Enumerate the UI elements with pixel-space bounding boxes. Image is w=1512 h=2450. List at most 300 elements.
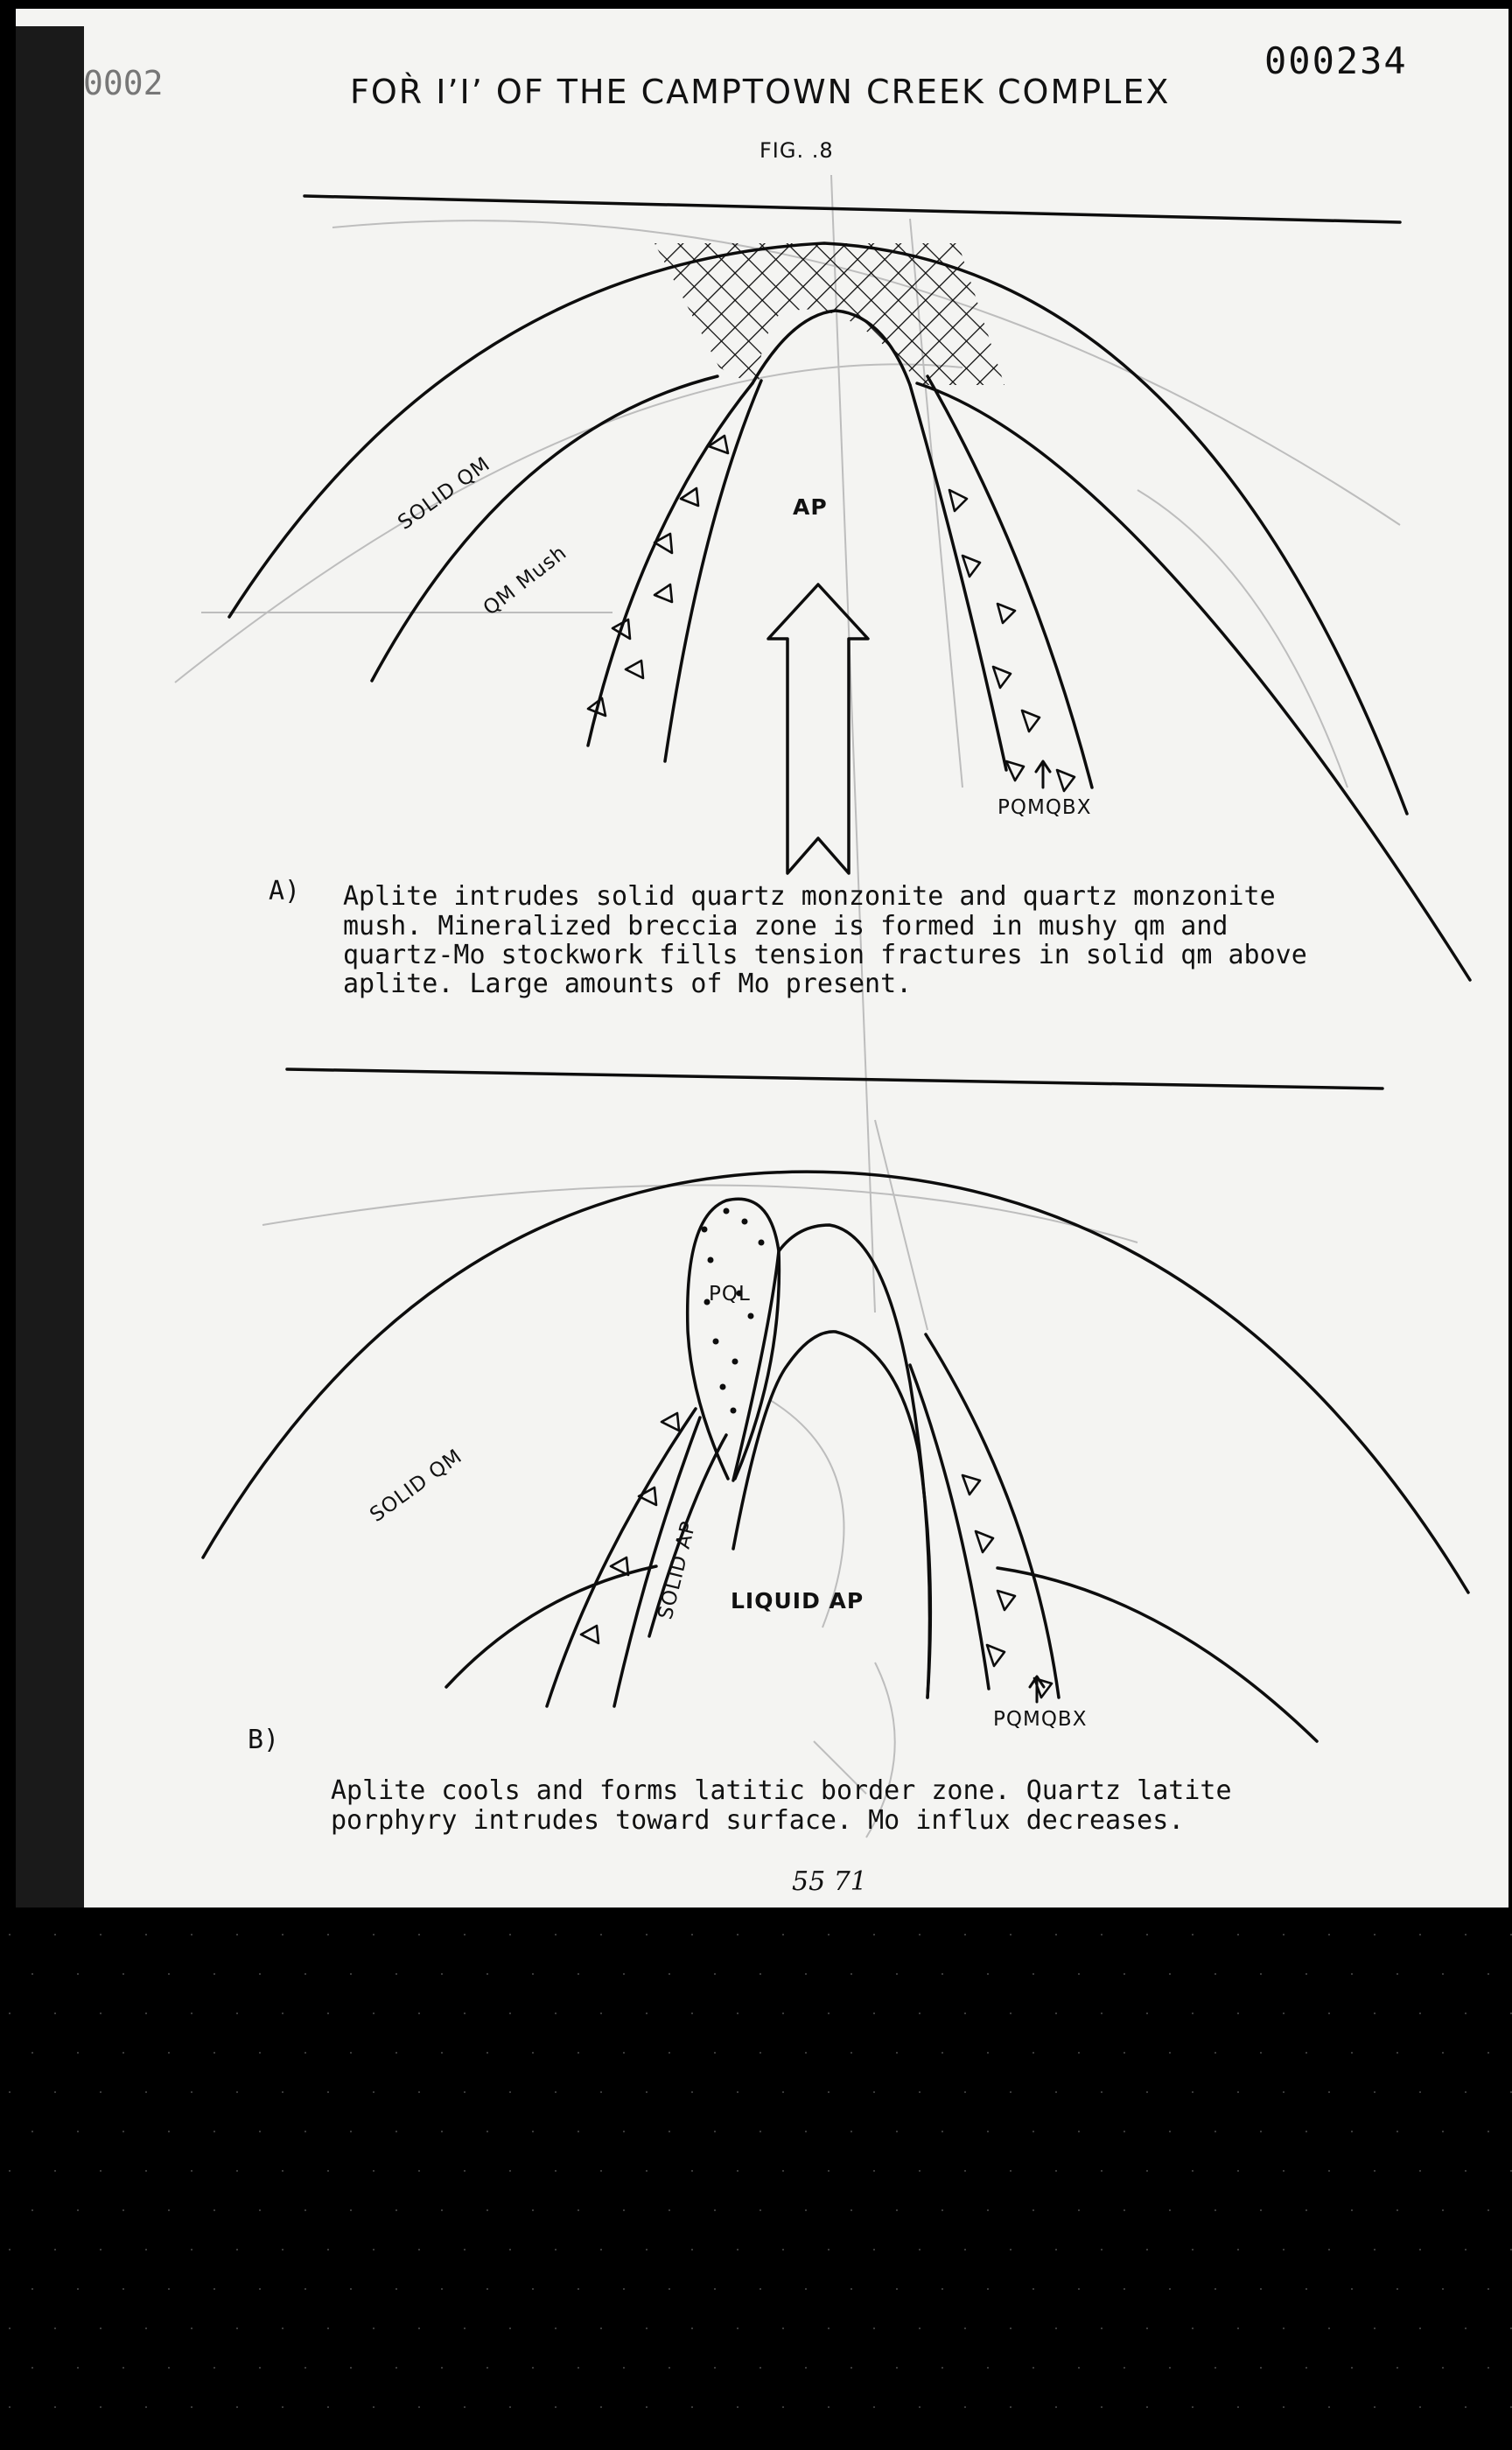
noise-speck [1214, 1973, 1216, 1975]
noise-speck [145, 2249, 147, 2250]
noise-speck [555, 2249, 556, 2250]
noise-speck [1101, 2406, 1102, 2408]
noise-speck [1328, 1934, 1330, 1936]
noise-speck [32, 1973, 33, 1975]
noise-speck [1465, 2249, 1466, 2250]
noise-speck [54, 1934, 56, 1936]
noise-speck [259, 2288, 261, 2290]
noise-speck [486, 2288, 488, 2290]
noise-speck [1260, 2288, 1262, 2290]
noise-speck [464, 2091, 466, 2093]
noise-speck [1124, 2288, 1125, 2290]
breccia-band-left-outer [588, 383, 752, 746]
noise-speck [919, 1934, 920, 1936]
noise-speck [1124, 2052, 1125, 2054]
noise-speck [259, 1973, 261, 1975]
noise-speck [668, 2288, 670, 2290]
noise-speck [691, 2249, 693, 2250]
noise-speck [1283, 2328, 1284, 2329]
noise-speck [373, 2406, 374, 2408]
noise-speck [441, 2052, 443, 2054]
noise-speck [32, 2052, 33, 2054]
noise-speck [1488, 2209, 1489, 2211]
noise-speck [396, 2052, 397, 2054]
lower-boundary-left [446, 1566, 656, 1687]
solid-qm-boundary-b [203, 1172, 1468, 1592]
page-number: 000234 [1264, 39, 1408, 82]
noise-speck [873, 1934, 875, 1936]
noise-speck [600, 2091, 602, 2093]
noise-speck [964, 2406, 966, 2408]
noise-speck [942, 2288, 943, 2290]
noise-speck [1146, 2328, 1148, 2329]
noise-speck [578, 2131, 579, 2132]
noise-speck [1442, 2367, 1444, 2369]
noise-speck [441, 2367, 443, 2369]
label-ap: AP [793, 494, 828, 520]
noise-speck [282, 2012, 284, 2014]
noise-speck [259, 2131, 261, 2132]
noise-speck [1396, 1973, 1398, 1975]
noise-speck [9, 2170, 10, 2172]
noise-speck [714, 2209, 716, 2211]
noise-speck [919, 2406, 920, 2408]
noise-speck [1101, 2328, 1102, 2329]
noise-speck [532, 2288, 534, 2290]
noise-speck [623, 2367, 625, 2369]
noise-speck [77, 2209, 79, 2211]
noise-speck [737, 2012, 738, 2014]
noise-speck [668, 2131, 670, 2132]
noise-speck [1010, 1934, 1012, 1936]
noise-speck [1237, 2170, 1239, 2172]
noise-speck [350, 2367, 352, 2369]
noise-speck [509, 2091, 511, 2093]
noise-speck [873, 2328, 875, 2329]
noise-speck [1169, 2052, 1171, 2054]
noise-speck [1465, 2091, 1466, 2093]
noise-speck [1442, 1973, 1444, 1975]
noise-speck [77, 2131, 79, 2132]
noise-speck [987, 2288, 989, 2290]
noise-speck [1010, 2170, 1012, 2172]
breccia-fragments-right-b [962, 1475, 1052, 1698]
noise-speck [646, 2091, 648, 2093]
label-qm-mush: QM Mush [479, 541, 571, 620]
noise-speck [304, 2209, 306, 2211]
noise-speck [486, 2131, 488, 2132]
noise-speck [964, 2249, 966, 2250]
noise-speck [737, 1934, 738, 1936]
noise-speck [327, 2091, 329, 2093]
noise-speck [1419, 1934, 1421, 1936]
noise-speck [350, 2131, 352, 2132]
noise-speck [646, 2328, 648, 2329]
panel-b-surface-line [287, 1069, 1382, 1088]
noise-speck [623, 2209, 625, 2211]
noise-speck [54, 2170, 56, 2172]
noise-speck [418, 2406, 420, 2408]
noise-speck [623, 2131, 625, 2132]
noise-speck [464, 1934, 466, 1936]
noise-speck [214, 2288, 215, 2290]
panel-a-caption-line: mush. Mineralized breccia zone is formed in mushy qm and [343, 911, 1228, 942]
noise-speck [1374, 2249, 1376, 2250]
noise-speck [1078, 1973, 1080, 1975]
noise-speck [1237, 2328, 1239, 2329]
label-pqmqbx: PQMQBX [998, 796, 1092, 819]
noise-speck [191, 2091, 192, 2093]
noise-speck [327, 2328, 329, 2329]
noise-speck [760, 1973, 761, 1975]
noise-speck [441, 2209, 443, 2211]
pqmqbx-pointer [1036, 761, 1050, 788]
noise-speck [737, 2328, 738, 2329]
noise-speck [77, 2367, 79, 2369]
noise-speck [737, 2249, 738, 2250]
noise-speck [1101, 1934, 1102, 1936]
noise-speck [282, 2091, 284, 2093]
noise-speck [9, 2249, 10, 2250]
noise-speck [714, 2131, 716, 2132]
noise-speck [828, 2091, 830, 2093]
noise-speck [486, 1973, 488, 1975]
noise-speck [1488, 2367, 1489, 2369]
noise-speck [1283, 2091, 1284, 2093]
noise-speck [373, 2091, 374, 2093]
noise-speck [77, 2052, 79, 2054]
noise-speck [259, 2367, 261, 2369]
liquid-ap-outline [733, 1332, 930, 1698]
noise-speck [1055, 2249, 1057, 2250]
noise-speck [441, 2288, 443, 2290]
noise-speck [646, 2406, 648, 2408]
noise-speck [1078, 2288, 1080, 2290]
noise-speck [668, 1973, 670, 1975]
noise-speck [100, 2012, 102, 2014]
noise-speck [964, 2091, 966, 2093]
noise-speck [578, 1973, 579, 1975]
noise-speck [1032, 2131, 1034, 2132]
noise-speck [168, 2131, 170, 2132]
label-solid-ap: SOLID AP [654, 1518, 701, 1622]
noise-speck [418, 2091, 420, 2093]
noise-speck [214, 2052, 215, 2054]
noise-speck [578, 2052, 579, 2054]
panel-a-caption-line: Aplite intrudes solid quartz monzonite and quartz monzonite [343, 881, 1276, 912]
noise-speck [396, 2209, 397, 2211]
noise-speck [760, 2367, 761, 2369]
noise-speck [555, 1934, 556, 1936]
noise-speck [1488, 2288, 1489, 2290]
noise-speck [1237, 2012, 1239, 2014]
noise-speck [828, 2012, 830, 2014]
noise-speck [668, 2052, 670, 2054]
noise-speck [418, 1934, 420, 1936]
noise-speck [1306, 1973, 1307, 1975]
noise-speck [646, 2012, 648, 2014]
noise-speck [1351, 1973, 1353, 1975]
scan-background-noise [0, 1925, 1512, 2450]
noise-speck [691, 2012, 693, 2014]
noise-speck [396, 2367, 397, 2369]
noise-speck [259, 2052, 261, 2054]
noise-speck [1124, 2209, 1125, 2211]
noise-speck [919, 2328, 920, 2329]
noise-speck [896, 1973, 898, 1975]
noise-speck [441, 2131, 443, 2132]
noise-speck [1374, 1934, 1376, 1936]
noise-speck [1237, 2406, 1239, 2408]
noise-speck [396, 2131, 397, 2132]
noise-speck [32, 2209, 33, 2211]
noise-speck [1374, 2328, 1376, 2329]
noise-speck [532, 1973, 534, 1975]
noise-speck [418, 2249, 420, 2250]
noise-speck [1328, 2170, 1330, 2172]
noise-speck [418, 2170, 420, 2172]
noise-speck [1101, 2249, 1102, 2250]
noise-speck [1260, 2367, 1262, 2369]
panel-b-caption [331, 1775, 1232, 1836]
side-page-number: 0002 [83, 64, 164, 102]
noise-speck [964, 2170, 966, 2172]
noise-speck [214, 2367, 215, 2369]
noise-speck [737, 2406, 738, 2408]
noise-speck [850, 2367, 852, 2369]
noise-speck [509, 1934, 511, 1936]
noise-speck [1032, 2288, 1034, 2290]
noise-speck [145, 2170, 147, 2172]
noise-speck [32, 2367, 33, 2369]
noise-speck [100, 2328, 102, 2329]
noise-speck [1078, 2367, 1080, 2369]
noise-speck [1192, 2328, 1194, 2329]
noise-speck [896, 2209, 898, 2211]
noise-speck [805, 2131, 807, 2132]
noise-speck [1010, 2328, 1012, 2329]
noise-speck [1396, 2367, 1398, 2369]
noise-speck [828, 2170, 830, 2172]
noise-speck [600, 1934, 602, 1936]
noise-speck [1078, 2209, 1080, 2211]
noise-speck [828, 2406, 830, 2408]
noise-speck [1146, 2091, 1148, 2093]
noise-speck [191, 1934, 192, 1936]
noise-speck [760, 2052, 761, 2054]
noise-speck [1055, 2406, 1057, 2408]
noise-speck [1169, 2209, 1171, 2211]
noise-speck [1237, 2249, 1239, 2250]
noise-speck [1374, 2012, 1376, 2014]
noise-speck [1124, 2131, 1125, 2132]
noise-speck [873, 2091, 875, 2093]
noise-speck [145, 1934, 147, 1936]
noise-speck [942, 2052, 943, 2054]
noise-speck [373, 1934, 374, 1936]
noise-speck [1442, 2288, 1444, 2290]
noise-speck [1146, 2406, 1148, 2408]
noise-speck [122, 2367, 124, 2369]
noise-speck [1465, 2328, 1466, 2329]
noise-speck [191, 2406, 192, 2408]
panel-b-diagram [203, 1069, 1468, 1741]
noise-speck [1465, 2170, 1466, 2172]
noise-speck [782, 2249, 784, 2250]
noise-speck [1351, 2288, 1353, 2290]
noise-speck [145, 2406, 147, 2408]
noise-speck [760, 2131, 761, 2132]
noise-speck [760, 2209, 761, 2211]
noise-speck [32, 2288, 33, 2290]
noise-speck [1419, 2012, 1421, 2014]
noise-speck [964, 2012, 966, 2014]
noise-speck [714, 2052, 716, 2054]
noise-speck [1283, 2170, 1284, 2172]
label-solid-qm: SOLID QM [394, 452, 495, 535]
noise-speck [555, 2328, 556, 2329]
noise-speck [828, 2328, 830, 2329]
noise-speck [691, 2091, 693, 2093]
noise-speck [1283, 2249, 1284, 2250]
noise-speck [191, 2170, 192, 2172]
noise-speck [1192, 2249, 1194, 2250]
noise-speck [168, 2288, 170, 2290]
noise-speck [168, 1973, 170, 1975]
noise-speck [1146, 2170, 1148, 2172]
noise-speck [1442, 2209, 1444, 2211]
noise-speck [987, 2367, 989, 2369]
noise-speck [168, 2209, 170, 2211]
noise-speck [100, 1934, 102, 1936]
noise-speck [1306, 2052, 1307, 2054]
noise-speck [782, 2406, 784, 2408]
noise-speck [509, 2328, 511, 2329]
noise-speck [782, 2012, 784, 2014]
noise-speck [168, 2367, 170, 2369]
noise-speck [77, 1973, 79, 1975]
noise-speck [532, 2367, 534, 2369]
noise-speck [805, 2288, 807, 2290]
noise-speck [850, 2209, 852, 2211]
noise-speck [1283, 1934, 1284, 1936]
noise-speck [9, 1934, 10, 1936]
noise-speck [1396, 2209, 1398, 2211]
noise-speck [304, 2131, 306, 2132]
noise-speck [9, 2012, 10, 2014]
noise-speck [987, 2052, 989, 2054]
noise-speck [54, 2406, 56, 2408]
noise-speck [304, 2052, 306, 2054]
noise-speck [77, 2288, 79, 2290]
noise-speck [1351, 2367, 1353, 2369]
noise-speck [350, 2288, 352, 2290]
noise-speck [54, 2328, 56, 2329]
noise-speck [1306, 2288, 1307, 2290]
noise-speck [919, 2091, 920, 2093]
noise-speck [396, 1973, 397, 1975]
noise-speck [850, 2131, 852, 2132]
noise-speck [1055, 2012, 1057, 2014]
noise-speck [304, 2288, 306, 2290]
noise-speck [1283, 2012, 1284, 2014]
noise-speck [1328, 2328, 1330, 2329]
noise-speck [122, 2052, 124, 2054]
noise-speck [623, 2052, 625, 2054]
noise-speck [1010, 2091, 1012, 2093]
breccia-band-right-inner-b [910, 1365, 989, 1689]
document-title: FOR̀ I’I’ OF THE CAMPTOWN CREEK COMPLEX [350, 73, 1171, 111]
noise-speck [1419, 2406, 1421, 2408]
noise-speck [646, 1934, 648, 1936]
noise-speck [54, 2091, 56, 2093]
noise-speck [54, 2249, 56, 2250]
breccia-fragments-left [588, 436, 728, 716]
noise-speck [1419, 2249, 1421, 2250]
noise-speck [714, 2288, 716, 2290]
noise-speck [1169, 2131, 1171, 2132]
noise-speck [1328, 2091, 1330, 2093]
noise-speck [873, 2170, 875, 2172]
noise-speck [850, 2288, 852, 2290]
noise-speck [1260, 2131, 1262, 2132]
noise-speck [236, 2012, 238, 2014]
noise-speck [668, 2367, 670, 2369]
noise-speck [1214, 2367, 1216, 2369]
noise-speck [122, 2209, 124, 2211]
noise-speck [805, 1973, 807, 1975]
noise-speck [1374, 2170, 1376, 2172]
noise-speck [578, 2209, 579, 2211]
noise-speck [304, 1973, 306, 1975]
noise-speck [714, 2367, 716, 2369]
noise-speck [782, 2328, 784, 2329]
noise-speck [373, 2012, 374, 2014]
noise-speck [782, 2170, 784, 2172]
breccia-band-right-outer [928, 376, 1092, 788]
noise-speck [873, 2012, 875, 2014]
noise-speck [464, 2328, 466, 2329]
panel-a-caption [343, 881, 1307, 999]
noise-speck [100, 2091, 102, 2093]
noise-speck [327, 2170, 329, 2172]
panel-a-surface-line [304, 196, 1400, 222]
noise-speck [1078, 2052, 1080, 2054]
noise-speck [1237, 2091, 1239, 2093]
noise-speck [600, 2170, 602, 2172]
noise-speck [896, 2052, 898, 2054]
noise-speck [236, 2249, 238, 2250]
noise-speck [1328, 2249, 1330, 2250]
noise-speck [1055, 2328, 1057, 2329]
noise-speck [9, 2406, 10, 2408]
noise-speck [737, 2170, 738, 2172]
noise-speck [214, 1973, 215, 1975]
noise-speck [509, 2406, 511, 2408]
noise-speck [145, 2012, 147, 2014]
noise-speck [942, 2367, 943, 2369]
breccia-band-right-outer-b [926, 1334, 1059, 1698]
noise-speck [509, 2170, 511, 2172]
noise-speck [1032, 2052, 1034, 2054]
noise-speck [350, 2209, 352, 2211]
noise-speck [896, 2288, 898, 2290]
noise-speck [509, 2249, 511, 2250]
noise-speck [1465, 2012, 1466, 2014]
noise-speck [1260, 2052, 1262, 2054]
noise-speck [668, 2209, 670, 2211]
qm-mush-boundary [372, 376, 718, 681]
